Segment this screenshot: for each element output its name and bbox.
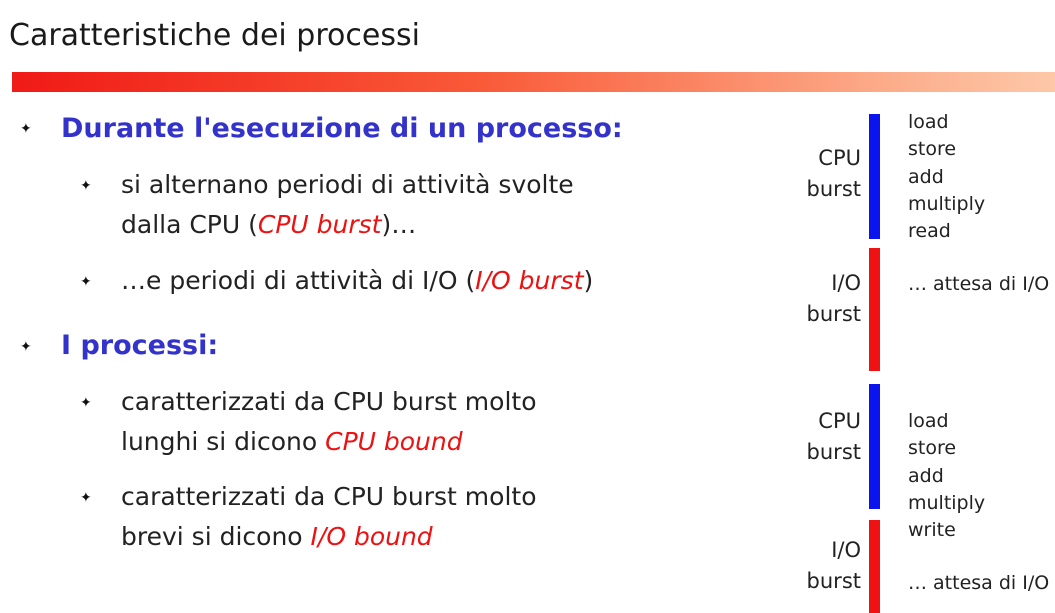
- instruction: load: [908, 111, 949, 133]
- list-item-io-burst: [121, 261, 593, 301]
- label-line: burst: [806, 569, 861, 593]
- bullet-icon: ✦: [20, 121, 32, 137]
- instruction: store: [908, 138, 957, 161]
- io-burst-label: [797, 268, 861, 330]
- label-line: I/O: [831, 538, 861, 562]
- cpu-burst-bar: [869, 384, 880, 509]
- instruction: store: [908, 437, 957, 460]
- bullet-icon: ✦: [20, 339, 32, 355]
- text-fragment: brevi si dicono: [121, 522, 311, 551]
- instruction: multiply: [908, 192, 986, 215]
- page-title: Caratteristiche dei processi: [9, 18, 420, 53]
- cpu-burst-bar: [869, 114, 880, 239]
- bullet-icon: ✦: [80, 178, 92, 194]
- list-item-line: [121, 517, 537, 557]
- cpu-burst-label: [797, 406, 861, 468]
- io-burst-bar: [869, 248, 880, 371]
- list-item-line: [121, 261, 593, 301]
- section-heading-processes: I processi:: [61, 330, 219, 361]
- io-burst-bar: [869, 520, 880, 613]
- instruction: write: [908, 519, 956, 542]
- highlight-term: I/O bound: [310, 522, 433, 551]
- text-fragment: ): [583, 266, 594, 295]
- label-line: burst: [806, 302, 861, 326]
- highlight-term: CPU bound: [325, 427, 463, 456]
- list-item-cpu-burst: [121, 165, 574, 245]
- highlight-term: I/O burst: [475, 266, 584, 295]
- list-item-line: caratterizzati da CPU burst molto: [121, 482, 537, 511]
- io-wait-text: … attesa di I/O: [908, 572, 1050, 594]
- bullet-icon: ✦: [80, 274, 92, 290]
- instruction-list: [908, 109, 985, 245]
- list-item-line: [121, 205, 574, 245]
- cpu-burst-label: [797, 143, 861, 205]
- instruction: load: [908, 410, 949, 432]
- list-item-cpu-bound: [121, 382, 537, 462]
- highlight-term: CPU burst: [257, 210, 382, 239]
- label-line: CPU: [818, 146, 861, 170]
- label-line: I/O: [831, 271, 861, 295]
- label-line: burst: [806, 440, 861, 464]
- title-underline-bar: [12, 72, 1055, 92]
- bullet-icon: ✦: [80, 490, 92, 506]
- instruction: add: [908, 464, 944, 487]
- list-item-line: [121, 422, 537, 462]
- section-heading-execution: Durante l'esecuzione di un processo:: [61, 113, 623, 144]
- instruction: add: [908, 165, 944, 188]
- label-line: burst: [806, 177, 861, 201]
- instruction: multiply: [908, 491, 986, 514]
- io-wait-text: … attesa di I/O: [908, 273, 1050, 295]
- instruction-list: [908, 408, 985, 544]
- text-fragment: dalla CPU (: [121, 210, 258, 239]
- list-item-io-bound: [121, 477, 537, 557]
- text-fragment: …e periodi di attività di I/O (: [121, 266, 476, 295]
- bullet-icon: ✦: [80, 395, 92, 411]
- list-item-line: si alternano periodi di attività svolte: [121, 170, 574, 199]
- instruction: read: [908, 220, 951, 243]
- text-fragment: lunghi si dicono: [121, 427, 326, 456]
- io-burst-label: [797, 535, 861, 597]
- text-fragment: )…: [381, 210, 417, 239]
- list-item-line: caratterizzati da CPU burst molto: [121, 387, 537, 416]
- label-line: CPU: [818, 409, 861, 433]
